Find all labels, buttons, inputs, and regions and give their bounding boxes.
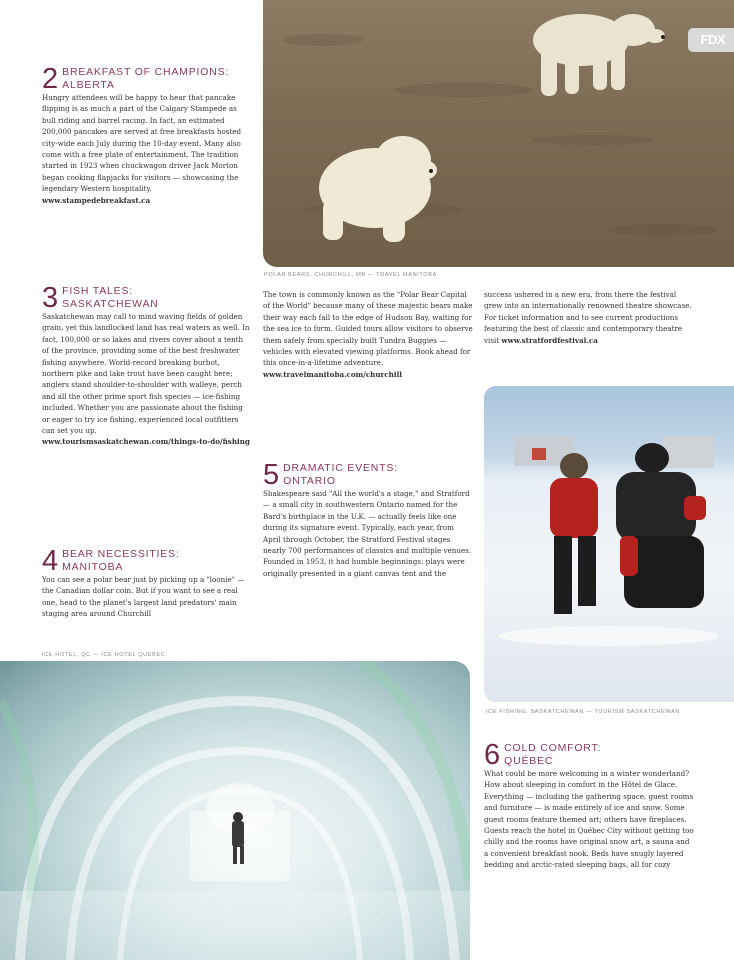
section-title-line1: DRAMATIC EVENTS: — [283, 462, 398, 474]
section-title-line1: COLD COMFORT: — [504, 742, 602, 754]
ice-fishing-photo — [484, 386, 734, 702]
polar-bear-photo — [263, 0, 734, 267]
tab-label: FDX — [700, 32, 725, 47]
caption-ice-fishing: ICE FISHING, SASKATCHEWAN — TOURISM SASKATCHEWAN — [486, 709, 680, 715]
section-link[interactable]: www.tourismsaskatchewan.com/things-to-do/fishing — [42, 437, 250, 447]
ice-hotel-photo — [0, 661, 470, 960]
section-tab — [688, 28, 734, 52]
section-5 — [263, 459, 473, 579]
section-title-line2: SASKATCHEWAN — [62, 297, 159, 310]
section-title-line2: MANITOBA — [62, 560, 124, 573]
section-3 — [42, 282, 252, 448]
body-text: Hungry attendees will be happy to hear that pancake flipping is as much a part of the Calgary Stampede as bull riding and barrel racing. In fact, an estimated 200,000 pancakes are served at free breakfasts hosted city-wide each July during the 10-day event. Many also come with a free plate of entertainment. The tradition started in 1923 when chuckwagon driver Jack Morton began cooking flapjacks for visitors — showcasing the legendary Western hospitality. — [42, 93, 242, 194]
section-title-line1: FISH TALES: — [62, 285, 133, 297]
section-body: What could be more welcoming in a winter wonderland? How about sleeping in comfort in the Hôtel de Glace. Everything — including the gathering space, guest rooms and furniture — is made entirely of ice and snow. Some guest rooms feature themed art; others have fireplaces. Guests reach the hotel in Québec City without getting too chilly and the rooms have original snow art, a sauna and a convenient breakfast nook. Beds have snugly layered bedding and arctic-rated sleeping bags, all for cozy — [484, 769, 694, 870]
section-2 — [42, 63, 252, 206]
section-number: 5 — [263, 459, 280, 491]
body-text: Saskatchewan may call to mind waving fields of golden grain, yet this landlocked land has real waters as well. In fact, 100,000 or so lakes and rivers cover about a tenth of the province, providing some of the best freshwater fishing anywhere. World-record breaking burbot, northern pike and lake trout have been caught here; anglers stand shoulder-to-shoulder with walleye, perch and all the other prime sport fish species — ice-fishing included. Whether you are passionate about the fishing or eager to try ice fishing, experienced local outfitters can set you up. — [42, 312, 250, 436]
body-text: success ushered in a new era, from there the festival grew into an internationally renowned theatre showcase. For ticket information and to see current productions featuring the best of classic and contemporary theatre visit — [484, 290, 692, 345]
section-title-line1: BEAR NECESSITIES: — [62, 548, 180, 560]
section-number: 2 — [42, 63, 59, 95]
section-number: 3 — [42, 282, 59, 314]
section-body: Shakespeare said "All the world's a stage," and Stratford — a small city in southwestern Ontario named for the Bard's birthplace in the U.K. — actually feels like one during its signature event. Typically, each year, from April through October, the Stratford Festival stages nearly 700 performances of classics and multiple venues. Founded in 1953, it had humble beginnings: plays were originally presented in a giant canvas tent and the — [263, 489, 472, 578]
section-4 — [42, 545, 252, 620]
section-number: 6 — [484, 739, 501, 771]
section-body — [42, 311, 252, 448]
caption-polar-bears: POLAR BEARS, CHURCHILL, MB — TRAVEL MANITOBA — [264, 272, 437, 278]
stratford-paragraph — [484, 289, 694, 346]
section-title-line2: ONTARIO — [283, 474, 336, 487]
body-text: The town is commonly known as the "Polar Bear Capital of the World" because many of these majestic bears make their way each fall to the edge of Hudson Bay, waiting for the sea ice to form. Guided tours allow visitors to observe them safely from specially built Tundra Buggies — vehicles with elevated viewing platforms. Book ahead for this once-in-a-lifetime adventure. — [263, 290, 473, 368]
stratford-link[interactable]: www.stratfordfestival.ca — [501, 335, 598, 345]
section-title-line2: QUÉBEC — [504, 754, 554, 767]
section-body — [42, 92, 252, 206]
section-title-line1: BREAKFAST OF CHAMPIONS: — [62, 66, 230, 78]
caption-ice-hotel: ICE HOTEL, QC — ICE HOTEL QUÉBEC — [42, 652, 166, 658]
section-number: 4 — [42, 545, 59, 577]
section-title-line2: ALBERTA — [62, 78, 115, 91]
churchill-link[interactable]: www.travelmanitoba.com/churchill — [263, 369, 402, 379]
section-link[interactable]: www.stampedebreakfast.ca — [42, 195, 151, 205]
churchill-paragraph — [263, 289, 473, 380]
section-6 — [484, 739, 694, 871]
section-body: You can see a polar bear just by picking up a "loonie" — the Canadian dollar coin. But if you want to see a real one, head to the planet's largest land predators' main staging area around Churchill — [42, 575, 245, 619]
